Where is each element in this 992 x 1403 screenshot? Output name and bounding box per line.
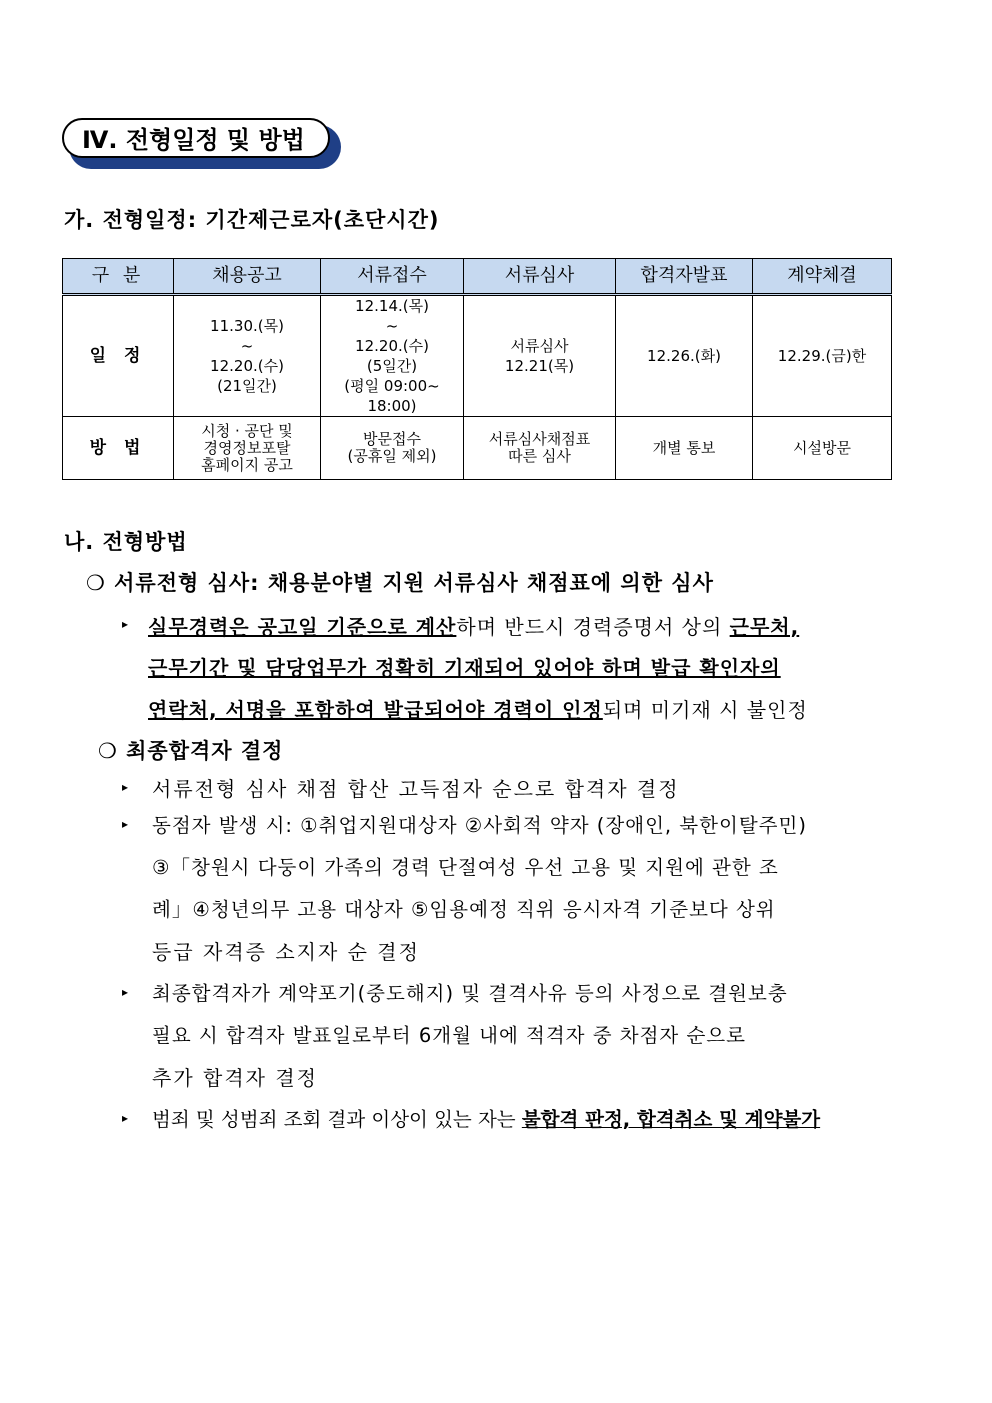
header-cell: 서류심사 bbox=[464, 259, 616, 295]
table-cell bbox=[321, 417, 464, 480]
plain-text: 범죄 및 성범죄 조회 결과 이상이 있는 자는 bbox=[152, 1108, 522, 1131]
cell-line: (5일간) bbox=[366, 357, 418, 375]
bullet-icon: ▸ bbox=[122, 617, 129, 631]
cell-line: 12.14.(목) bbox=[355, 297, 429, 315]
section-title: Ⅳ. 전형일정 및 방법 bbox=[62, 118, 330, 158]
paragraph-line bbox=[148, 611, 799, 640]
table-row-method bbox=[63, 417, 892, 480]
header-cell: 구 분 bbox=[63, 259, 174, 295]
schedule-table bbox=[62, 258, 892, 480]
table-cell bbox=[753, 417, 892, 480]
underlined-text: 불합격 판정, 합격취소 및 계약불가 bbox=[521, 1108, 821, 1131]
table-cell bbox=[616, 417, 753, 480]
table-cell bbox=[464, 295, 616, 417]
table-row-schedule bbox=[63, 295, 892, 417]
header-cell: 채용공고 bbox=[174, 259, 321, 295]
table-cell bbox=[464, 417, 616, 480]
bullet-icon: ▸ bbox=[122, 780, 129, 794]
cell-line: (21일간) bbox=[217, 377, 277, 395]
cell-line: 18:00) bbox=[367, 397, 417, 415]
paragraph-line bbox=[152, 1104, 820, 1132]
bullet-icon: ▸ bbox=[122, 817, 129, 831]
table-cell bbox=[174, 417, 321, 480]
document-screening-heading: ❍ 서류전형 심사: 채용분야별 지원 서류심사 채점표에 의한 심사 bbox=[86, 571, 714, 595]
bullet-icon: ▸ bbox=[122, 1111, 129, 1125]
paragraph-line: 최종합격자가 계약포기(중도해지) 및 결격사유 등의 사정으로 결원보충 bbox=[152, 982, 788, 1005]
cell-line: 서류심사채점표 bbox=[488, 430, 591, 448]
paragraph-line: 등급 자격증 소지자 순 결정 bbox=[152, 940, 420, 964]
table-cell bbox=[616, 295, 753, 417]
table-header-row bbox=[63, 259, 892, 295]
cell-line: 경영정보포탈 bbox=[203, 438, 291, 457]
plain-text: 되며 미기재 시 불인정 bbox=[602, 698, 808, 722]
final-selection-heading: ❍ 최종합격자 결정 bbox=[98, 739, 284, 763]
subsection-a-title: 가. 전형일정: 기간제근로자(초단시간) bbox=[64, 208, 440, 232]
cell-line: 12.20.(수) bbox=[210, 357, 284, 375]
header-cell: 서류접수 bbox=[321, 259, 464, 295]
table-cell bbox=[174, 295, 321, 417]
paragraph-line bbox=[148, 694, 808, 723]
paragraph-line bbox=[148, 652, 781, 681]
underlined-text: 근무처, bbox=[729, 615, 800, 639]
cell-line: ~ bbox=[385, 317, 399, 335]
cell-line: (공휴일 제외) bbox=[347, 447, 437, 465]
paragraph-line: 필요 시 합격자 발표일로부터 6개월 내에 적격자 중 차점자 순으로 bbox=[152, 1024, 746, 1047]
table-cell bbox=[321, 295, 464, 417]
cell-line: 12.20.(수) bbox=[355, 337, 429, 355]
underlined-text: 실무경력은 공고일 기준으로 계산 bbox=[148, 615, 457, 639]
cell-line: 따른 심사 bbox=[508, 447, 571, 465]
row-label: 방 법 bbox=[63, 417, 174, 480]
cell-line: (평일 09:00~ bbox=[344, 377, 440, 395]
cell-line: 서류심사 bbox=[510, 337, 569, 355]
paragraph-line: 례」④청년의무 고용 대상자 ⑤임용예정 직위 응시자격 기준보다 상위 bbox=[152, 898, 776, 921]
cell-line: 홈페이지 공고 bbox=[201, 455, 293, 474]
cell-line: 12.29.(금)한 bbox=[777, 347, 867, 365]
paragraph-line: ③「창원시 다둥이 가족의 경력 단절여성 우선 고용 및 지원에 관한 조 bbox=[152, 856, 779, 879]
row-label: 일 정 bbox=[63, 295, 174, 417]
paragraph-line: 추가 합격자 결정 bbox=[152, 1066, 318, 1090]
cell-line: 12.26.(화) bbox=[647, 347, 721, 365]
table-cell bbox=[753, 295, 892, 417]
cell-line: 개별 통보 bbox=[652, 438, 716, 457]
subsection-b-title: 나. 전형방법 bbox=[64, 530, 188, 554]
header-cell: 합격자발표 bbox=[616, 259, 753, 295]
cell-line: 11.30.(목) bbox=[210, 317, 284, 335]
header-cell: 계약체결 bbox=[753, 259, 892, 295]
section-title-box bbox=[62, 118, 344, 170]
underlined-text: 연락처, 서명을 포함하여 발급되어야 경력이 인정 bbox=[148, 698, 603, 722]
cell-line: 시설방문 bbox=[793, 438, 851, 457]
cell-line: 12.21(목) bbox=[504, 357, 575, 375]
cell-line: ~ bbox=[240, 337, 254, 355]
plain-text: 하며 반드시 경력증명서 상의 bbox=[456, 615, 730, 639]
cell-line: 방문접수 bbox=[363, 430, 421, 448]
paragraph-line: 동점자 발생 시: ①취업지원대상자 ②사회적 약자 (장애인, 북한이탈주민) bbox=[152, 814, 807, 837]
cell-line: 시청 · 공단 및 bbox=[201, 421, 293, 440]
paragraph-line: 서류전형 심사 채점 합산 고득점자 순으로 합격자 결정 bbox=[152, 777, 680, 801]
bullet-icon: ▸ bbox=[122, 985, 129, 999]
underlined-text: 근무기간 및 담당업무가 정확히 기재되어 있어야 하며 발급 확인자의 bbox=[148, 656, 781, 680]
